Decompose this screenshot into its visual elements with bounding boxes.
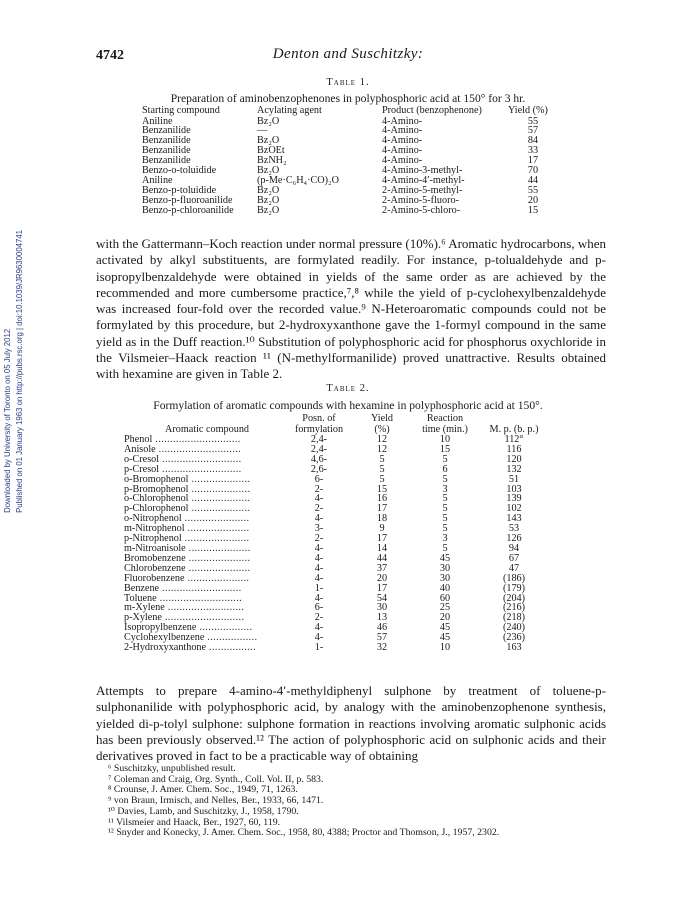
compound-name: p-Cresol [124,463,160,475]
table2-cell: 30 [439,572,451,584]
table2-cell: 5 [442,473,448,485]
dot-leader: ..................... [185,562,251,574]
table2-cell: 12 [376,443,388,455]
footnote: ¹¹ Vilsmeier and Haack, Ber., 1927, 60, 119. [108,816,281,828]
compound-name: o-Chlorophenol [124,493,189,505]
compound-name: p-Bromophenol [124,483,189,495]
table1-cell: 70 [527,165,539,177]
table1-label: Table 1. [326,77,370,88]
table2-cell: 45 [439,552,451,564]
compound-name: p-Nitrophenol [124,533,182,545]
dot-leader: .................... [188,493,251,505]
table2-cell: 5 [442,503,448,515]
dot-leader: .................... [188,503,251,515]
table2-cell: 3 [442,483,448,495]
table2-label: Table 2. [326,383,370,394]
table2-cell: 4- [314,513,324,525]
table2-cell: 10 [439,434,451,445]
table2-header-mp [474,414,554,435]
table2-cell: 30 [376,602,388,614]
table1-cell: Benzo-p-fluoroanilide [142,194,233,206]
table2-cell: (186) [502,572,526,584]
compound-name: Fluorobenzene [124,572,185,584]
table1-cell: Benzanilide [142,155,191,167]
table-row [124,584,554,594]
table2-cell: 5 [442,453,448,465]
table2-cell: 5 [379,453,385,465]
table2-cell: 4- [314,632,324,644]
table2 [124,414,554,653]
table1-cell: Aniline [142,174,173,186]
table2-body [124,435,554,653]
compound-name: p-Chlorophenol [124,503,189,515]
table2-cell: 44 [376,552,388,564]
table1-cell: 57 [527,125,539,137]
table2-cell: 126 [506,533,522,545]
table1-header-product: Product (benzophenone) [382,105,482,116]
table1-cell: — [257,125,268,137]
table2-cell: 46 [376,622,388,634]
table1-cell: 2-Amino-5-fluoro- [382,194,459,206]
table2-cell: 102 [506,503,522,515]
dot-leader: ..................... [184,523,250,535]
table1-cell: 4-Amino-3-methyl- [382,165,463,177]
table1-header-row [142,106,558,117]
footnote: ⁸ Crounse, J. Amer. Chem. Soc., 1949, 71, 1263. [108,784,298,796]
table2-cell: 4,6- [310,453,328,465]
compound-name: m-Nitrophenol [124,523,185,535]
table1-cell: 4-Amino- [382,155,423,167]
dot-leader: ................ [206,642,257,654]
table2-cell: 30 [439,562,451,574]
compound-name: Anisole [124,443,156,455]
table2-cell: 2,4- [310,434,328,445]
table1-cell: 55 [527,184,539,196]
dot-leader: ................. [204,632,258,644]
table2-cell: 2- [314,483,324,495]
dot-leader: ...................... [181,533,250,545]
table1-cell: 17 [527,155,539,167]
table1-cell: 20 [527,194,539,206]
table2-cell: 4- [314,552,324,564]
footnote: ¹⁰ Davies, Lamb, and Suschitzky, J., 1958, 1790. [108,805,299,817]
table2-header-text: formylation [294,423,344,435]
table-row [142,117,558,127]
footnote: ¹² Snyder and Konecky, J. Amer. Chem. Soc., 1958, 80, 4388; Proctor and Thomson, J., 1957, 2302. [108,827,500,839]
body-paragraph-1: with the Gattermann–Koch reaction under normal pressure (10%).⁶ Aromatic hydrocarbons, when activated by alkyl substituents, are formylated readily. For instance, p-tolualdehyde and p-isopropylbenzaldehyde were obtained in yields of the same order as are achieved by the recommended and more cumbersome practice,⁷,⁸ while the yield of p-cyclohexylbenzaldehyde was increased four-fold over the recorded value.⁹ N-Heteroaromatic compounds could not be formylated by this procedure, but 2-hydroxyxanthone gave the 1-formyl compound in the same yield as in the Duff reaction.¹⁰ Substitution of polyphosphoric acid for phosphorus oxychloride in the Vilsmeier–Haack reaction ¹¹ (N-methylformanilide) proved unattractive. Results obtained with hexamine are given in Table 2. [96,236,606,382]
table2-cell: 4- [314,622,324,634]
table2-header-text: time (min.) [422,423,468,435]
table2-cell: 139 [506,493,522,505]
table2-cell: 2- [314,533,324,545]
dot-leader: ............................ [155,443,242,455]
table2-cell: 53 [508,523,520,535]
table2-cell: 13 [376,612,388,624]
table2-cell: 143 [506,513,522,525]
table2-cell: 5 [379,463,385,475]
table2-cell: 67 [508,552,520,564]
footnote: ⁶ Suschitzky, unpublished result. [108,763,236,774]
table1-cell: Bz₂O [257,194,280,206]
table2-cell: 2,4- [310,443,328,455]
table2-cell: 1- [314,642,324,654]
footnote: ⁷ Coleman and Craig, Org. Synth., Coll. Vol. II, p. 583. [108,773,324,785]
footnotes [108,764,608,839]
dot-leader: ..................... [185,542,251,554]
table2-header-position [290,414,348,435]
dot-leader: .................. [196,622,253,634]
table2-cell: 12 [376,434,388,445]
compound-name: 2-Hydroxyxanthone [124,642,207,654]
table1-cell: 2-Amino-5-chloro- [382,204,461,216]
table2-cell: 25 [439,602,451,614]
table2-cell: 17 [376,503,388,515]
table2-cell: (218) [502,612,526,624]
table1-cell: Benzo-p-chloroanilide [142,204,234,216]
compound-name: o-Cresol [124,453,160,465]
table1-cell: Bz₂O [257,135,280,147]
table2-header-text: Reaction [426,413,464,424]
dot-leader: ............................. [152,434,241,445]
table2-cell: 6- [314,473,324,485]
table2-cell: (240) [502,622,526,634]
table-row [142,146,558,156]
table1-cell: 4-Amino-4′-methyl- [382,174,465,186]
footnote: ⁹ von Braun, Irmisch, and Nelles, Ber., 1933, 66, 1471. [108,795,324,807]
dot-leader: ........................... [161,612,245,624]
table2-cell: 2,6- [310,463,328,475]
compound-name: Cyclohexylbenzene [124,632,205,644]
table2-cell: 20 [376,572,388,584]
running-title: Denton and Suschitzky: [272,46,424,62]
table1-title: Preparation of aminobenzophenones in polyphosphoric acid at 150° for 3 hr. [170,92,526,105]
compound-name: Toluene [124,592,157,604]
table2-header-text: (%) [374,423,390,435]
table2-cell: (216) [502,602,526,614]
table1-cell: 4-Amino- [382,125,423,137]
table2-header-yield [348,414,416,435]
table2-cell: 37 [376,562,388,574]
table2-cell: 4- [314,542,324,554]
table1-cell: Bz₂O [257,204,280,216]
table-row [142,126,558,136]
table2-header-text: Posn. of [302,413,336,424]
table2-header-aromatic-compound [124,414,290,435]
table2-cell: 163 [506,642,522,654]
table2-cell: 6 [442,463,448,475]
table1-cell: 4-Amino- [382,145,423,157]
table2-cell: 5 [442,493,448,505]
compound-name: Isopropylbenzene [124,622,197,634]
table2-cell: 9 [379,523,385,535]
table1-cell: Bz₂O [257,115,280,127]
table2-cell: 103 [506,483,522,495]
table2-cell: 6- [314,602,324,614]
dot-leader: ........................... [159,453,242,465]
table2-cell: 14 [376,542,388,554]
dot-leader: ............................ [156,592,243,604]
table1-cell: Benzanilide [142,145,191,157]
table2-header-text: Yield [370,413,394,424]
table2-cell: 4- [314,562,324,574]
table1-header-starting-compound: Starting compound [142,105,220,116]
table2-cell: 94 [508,542,520,554]
table2-cell: 2- [314,503,324,515]
table2-cell: 45 [439,632,451,644]
table1-cell: 84 [527,135,539,147]
table1-cell: Bz₂O [257,165,280,177]
compound-name: o-Nitrophenol [124,513,182,525]
table1-cell: 2-Amino-5-methyl- [382,184,463,196]
table2-cell: 1- [314,582,324,594]
download-watermark [2,230,26,513]
table2-cell: 20 [439,612,451,624]
table1-cell: Benzanilide [142,135,191,147]
dot-leader: .......................... [164,602,245,614]
table2-cell: (204) [502,592,526,604]
table2-cell: 10 [439,642,451,654]
table1-cell: Aniline [142,115,173,127]
table2-cell: 17 [376,533,388,545]
table2-header-row [124,414,554,435]
table2-cell: 15 [439,443,451,455]
table2-cell: 57 [376,632,388,644]
compound-name: Bromobenzene [124,552,186,564]
table2-cell: 4- [314,493,324,505]
table1-cell: 33 [527,145,539,157]
dot-leader: ...................... [181,513,250,525]
table2-cell: 2- [314,612,324,624]
compound-name: Benzene [124,582,160,594]
table2-cell: 51 [508,473,520,485]
table1-header-yield: Yield (%) [508,105,548,116]
compound-name: Phenol [124,434,153,445]
download-note: Downloaded by University of Toronto on 05 July 2012 [3,328,12,513]
table-row [124,643,554,653]
table1-cell: Benzo-o-toluidide [142,165,217,177]
table2-cell: 47 [508,562,520,574]
table1-header-acylating-agent: Acylating agent [257,105,322,116]
table2-cell: (236) [502,632,526,644]
doi-link[interactable]: Published on 01 January 1963 on http://pubs.rsc.org | doi:10.1039/JR9630004741 [15,230,24,513]
table2-cell: 16 [376,493,388,505]
table-row [142,166,558,176]
table2-cell: 40 [439,582,451,594]
table1-cell: Benzanilide [142,125,191,137]
compound-name: m-Xylene [124,602,165,614]
table2-compound-cell [124,643,290,653]
body-paragraph-2: Attempts to prepare 4-amino-4′-methyldiphenyl sulphone by treatment of toluene-p-sulphonanilide with polyphosphoric acid, by analogy with the aminobenzophenone synthesis, yielded di-p-tolyl sulphone: sulphone formation in reactions involving aromatic sulphonic acids has been previously observed.¹² The action of polyphosphoric acid on sulphonic acids and their derivatives proved in fact to be a practicable way of obtaining [96,683,606,764]
table2-cell: 45 [439,622,451,634]
table2-cell: 15 [376,483,388,495]
table2-cell: 60 [439,592,451,604]
table1-cell: 15 [527,204,539,216]
table2-cell: (179) [502,582,526,594]
compound-name: o-Bromophenol [124,473,189,485]
table2-cell: 4- [314,592,324,604]
table1-cell: (p-Me·C₆H₄·CO)₂O [257,174,339,186]
table2-cell: 18 [376,513,388,525]
table2-cell: 116 [506,443,522,455]
table2-header-reaction-time [416,414,474,435]
table2-cell: 5 [379,473,385,485]
dot-leader: ........................... [159,582,242,594]
table1-body [142,117,558,216]
table-row [142,206,558,216]
table1-cell: 44 [527,174,539,186]
dot-leader: .................... [188,483,251,495]
table2-title: Formylation of aromatic compounds with hexamine in polyphosphoric acid at 150°. [153,399,543,412]
table1 [142,106,558,216]
table2-cell: 4- [314,572,324,584]
table2-cell: 3- [314,523,324,535]
table2-cell: 32 [376,642,388,654]
dot-leader: ........................... [159,463,242,475]
table2-header-text: Aromatic compound [164,423,250,435]
compound-name: m-Nitroanisole [124,542,186,554]
table2-cell: 120 [506,453,522,465]
dot-leader: .................... [188,473,251,485]
table1-cell: BzNH₂ [257,155,287,167]
table-row [142,136,558,146]
table2-cell: 5 [442,523,448,535]
table1-cell: 55 [527,115,539,127]
compound-name: Chlorobenzene [124,562,186,574]
table1-cell: 4-Amino- [382,135,423,147]
table2-cell: 132 [506,463,522,475]
table2-cell: 17 [376,582,388,594]
table2-cell: 112° [504,434,524,445]
table1-cell: 4-Amino- [382,115,423,127]
dot-leader: ..................... [184,572,250,584]
table1-cell: Bz₂O [257,184,280,196]
compound-name: p-Xylene [124,612,162,624]
dot-leader: ..................... [185,552,251,564]
table1-cell: BzOEt [257,145,285,157]
table2-cell: 5 [442,513,448,525]
page-number: 4742 [96,48,124,63]
table2-cell: 54 [376,592,388,604]
table2-cell: 5 [442,542,448,554]
table2-header-text: M. p. (b. p.) [489,423,539,435]
table2-cell: 3 [442,533,448,545]
table1-cell: Benzo-p-toluidide [142,184,217,196]
